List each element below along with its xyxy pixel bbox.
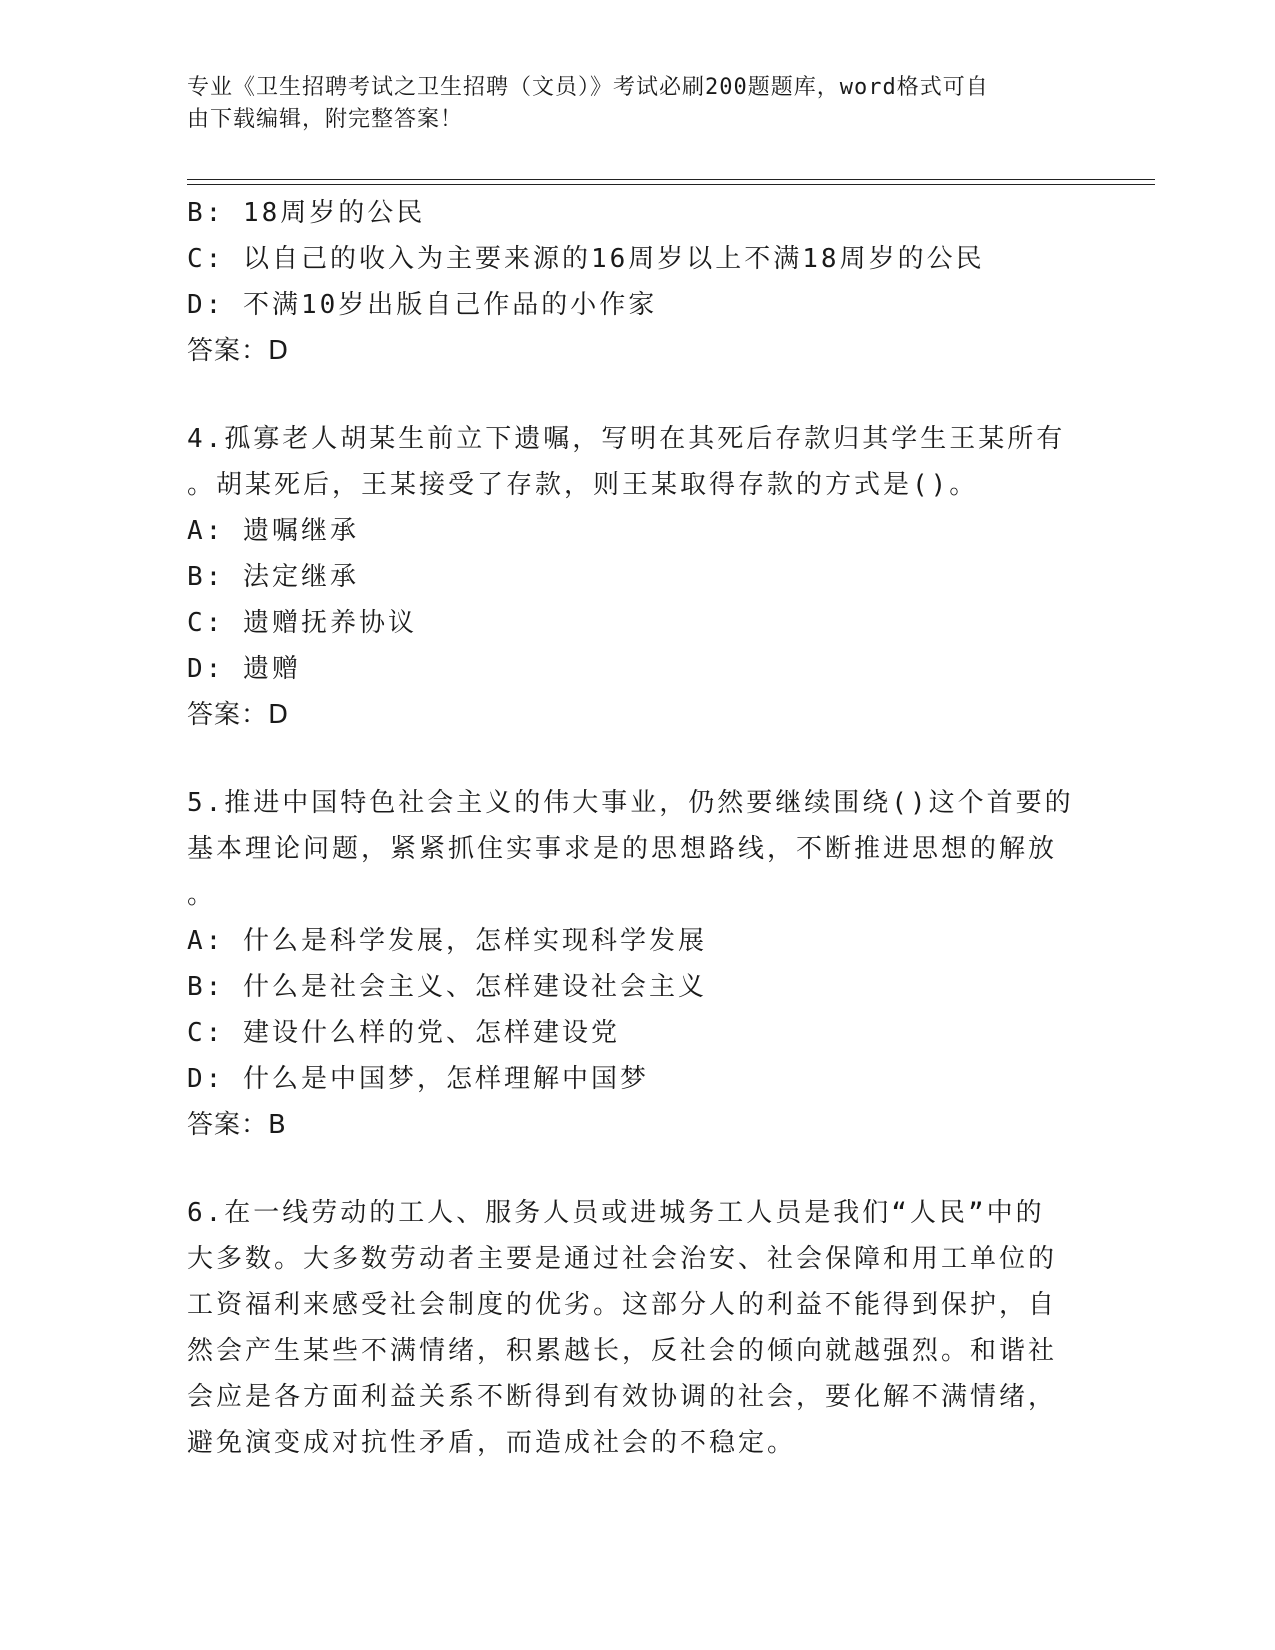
q5-stem-line-3: 。 [187,880,217,910]
q5-answer: 答案：B [187,1110,287,1140]
question-3-tail [187,190,1067,374]
q5-option-c: C: 建设什么样的党、怎样建设党 [187,1018,620,1048]
q6-stem-line-6: 避免演变成对抗性矛盾，而造成社会的不稳定。 [187,1428,797,1458]
q4-stem-line-1: 4.孤寡老人胡某生前立下遗嘱，写明在其死后存款归其学生王某所有 [187,424,1066,454]
header-divider-bottom [187,184,1155,185]
q4-option-b: B: 法定继承 [187,562,359,592]
document-header [187,72,1067,136]
q4-option-a: A: 遗嘱继承 [187,516,359,546]
q6-stem-line-3: 工资福利来感受社会制度的优劣。这部分人的利益不能得到保护，自 [187,1290,1058,1320]
q4-option-c: C: 遗赠抚养协议 [187,608,417,638]
question-6 [187,1190,1067,1466]
q5-option-b: B: 什么是社会主义、怎样建设社会主义 [187,972,707,1002]
document-body [187,190,1074,1466]
header-line-1: 专业《卫生招聘考试之卫生招聘（文员）》考试必刷200题题库，word格式可自 [187,75,989,100]
spacer [187,374,1067,416]
spacer [187,738,1067,780]
q5-option-a: A: 什么是科学发展，怎样实现科学发展 [187,926,707,956]
q3-option-d: D: 不满10岁出版自己作品的小作家 [187,290,658,320]
q5-stem-line-2: 基本理论问题，紧紧抓住实事求是的思想路线，不断推进思想的解放 [187,834,1058,864]
q5-stem-line-1: 5.推进中国特色社会主义的伟大事业，仍然要继续围绕()这个首要的 [187,788,1074,818]
question-5 [187,780,1074,1148]
q3-option-b: B: 18周岁的公民 [187,198,426,228]
q6-stem-line-5: 会应是各方面利益关系不断得到有效协调的社会，要化解不满情绪， [187,1382,1058,1412]
q4-option-d: D: 遗赠 [187,654,301,684]
q4-stem-line-2: 。胡某死后，王某接受了存款，则王某取得存款的方式是()。 [187,470,979,500]
q5-option-d: D: 什么是中国梦，怎样理解中国梦 [187,1064,649,1094]
q3-option-c: C: 以自己的收入为主要来源的16周岁以上不满18周岁的公民 [187,244,985,274]
question-4 [187,416,1067,738]
header-line-2: 由下载编辑，附完整答案！ [187,107,464,132]
q4-answer: 答案：D [187,700,290,730]
q6-stem-line-4: 然会产生某些不满情绪，积累越长，反社会的倾向就越强烈。和谐社 [187,1336,1058,1366]
header-divider-top [187,179,1155,180]
q6-stem-line-2: 大多数。大多数劳动者主要是通过社会治安、社会保障和用工单位的 [187,1244,1058,1274]
q3-answer: 答案：D [187,336,290,366]
spacer [187,1148,1067,1190]
q6-stem-line-1: 6.在一线劳动的工人、服务人员或进城务工人员是我们“人民”中的 [187,1198,1045,1228]
